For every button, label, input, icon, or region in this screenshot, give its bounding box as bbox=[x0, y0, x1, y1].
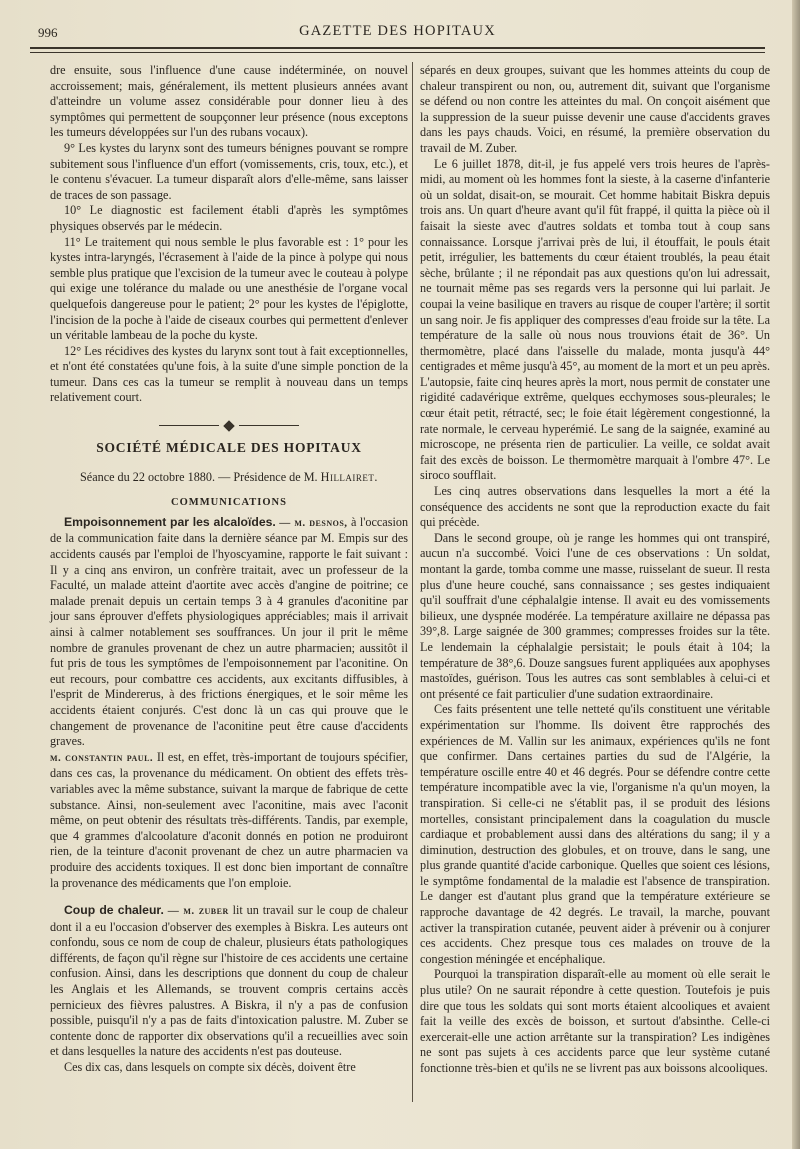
paragraph: dre ensuite, sous l'influence d'une cause indéterminée, on nouvel accroissement; mais, généralement, ils mettent plusieurs années avant d'atteindre un volume assez considérable pour donner lieu à des symptômes qui permettent de soupçonner leur présence (nous exceptons les tumeurs développées sur l'un des rubans vocaux). bbox=[50, 63, 408, 140]
paragraph: Ces dix cas, dans lesquels on compte six décès, doivent être bbox=[64, 1060, 356, 1075]
speaker-name: m. constantin paul. bbox=[50, 751, 154, 764]
paragraph: 10° Le diagnostic est facilement établi d'après les symptômes physiques observés par le médecin. bbox=[50, 203, 408, 233]
paragraph bbox=[50, 903, 408, 1060]
page-edge bbox=[792, 0, 800, 1149]
page-header bbox=[30, 22, 765, 46]
paragraph bbox=[50, 750, 408, 891]
speaker-name: — m. zuber bbox=[167, 905, 229, 918]
header-rule-thick bbox=[30, 47, 765, 49]
section-divider bbox=[159, 422, 299, 430]
running-title: GAZETTE DES HOPITAUX bbox=[299, 23, 496, 39]
page-number: 996 bbox=[38, 25, 58, 40]
paragraph bbox=[50, 515, 408, 750]
run-in-heading: Coup de chaleur. bbox=[64, 903, 164, 918]
paragraph-text: à l'occasion de la communication faite dans la dernière séance par M. Empis sur des accidents causés par l'emploi de l'hyoscyamine, rapporte le fait suivant : Il y a cinq ans environ, un confrère traitait, avec un professeur de la Faculté, un malade atteint d'aortite avec accès d'angine de poitrine; ce malade prenait depuis un certain temps 3 à 4 granules d'aconitine par jour sans éprouver d'effets physiologiques appréciables; mais il arrivait ainsi à calmer notablement ses souffrances. Un jour il prit le même nombre de granules provenant de chez un autre pharmacien; aussitôt il fut pris de tous les symptômes de l'empoisonnement par l'aconitine. On eut recours, pour combattre ces accidents, aux excitants diffusibles, à l'esprit de Mindererus, à des frictions énergiques, et le soir même les accidents étaient conjurés. C'est donc là un cas qui prouve que le changement de provenance de l'aconitine peut être cause d'accidents graves. bbox=[50, 514, 409, 749]
president-name: Hillairet. bbox=[320, 469, 378, 484]
paragraph: 9° Les kystes du larynx sont des tumeurs bénignes pouvant se rompre subitement sous l'influence d'un effort (vomissements, cris, toux, etc.), et le contenu s'évacuer. La tumeur disparaît alors d'elle-même, sans laisser de traces de son passage. bbox=[50, 140, 408, 202]
section-title: SOCIÉTÉ MÉDICALE DES HOPITAUX bbox=[96, 440, 362, 456]
paragraph: Les cinq autres observations dans lesquelles la mort a été la conséquence des accidents ne sont que la reproduction exacte du fait qui précède. bbox=[420, 484, 770, 530]
paragraph-text: Il est, en effet, très-important de toujours spécifier, dans ces cas, la provenance du médicament. On obtient des effets très-variables avec la même substance, suivant la marque de fabrique de cette substance. Ainsi, non-seulement avec l'aconitine, mais avec l'aconit même, on peut obtenir des résultats très-différents. Tandis, par exemple, que 4 grammes d'alcoolature d'aconit donnés en potion ne produiront rien, de la teinture d'aconit provenant de chez un autre pharmacien va produire des accidents toxiques. Il est donc bien important de connaître la provenance des médicaments que l'on emploie. bbox=[50, 749, 408, 890]
left-column bbox=[50, 63, 408, 1076]
speaker-name: — m. desnos, bbox=[279, 516, 348, 529]
paragraph: 12° Les récidives des kystes du larynx sont tout à fait exceptionnelles, et n'ont été constatées qu'une fois, à la suite d'une simple ponction de la tumeur. Dans ces cas la tumeur se remplit à nouveau dans un temps relativement court. bbox=[50, 343, 408, 405]
paragraph: Ces faits présentent une telle netteté qu'ils constituent une véritable expérimentation sur l'homme. Ils doivent être rapprochés des expériences de M. Vallin sur les animaux, expériences qu'ils ne font que confirmer. Dans certaines parties du sud de l'Algérie, la température oscille entre 40 et 46 degrés. Pour se défendre contre cette température incompatible avec la vie, l'organisme n'a qu'un moyen, la transpiration. Si celle-ci ne s'établit pas, il se produit des lésions mortelles, consistant principalement dans la coagulation du muscle cardiaque et probablement aussi dans des altérations du sang; il y a diminution, destruction des globules, et on trouve, dans le sang, une plus grande quantité d'acide carbonique. Quelles que soient ces lésions, le symptôme fondamental de la maladie est l'absence de transpiration. Le danger est d'autant plus grand que la température extérieure se rapproche davantage de 42 degrés. Le travail, la marche, pouvant activer la transpiration cutanée, peuvent aider à prévenir ou à conjurer ces accidents. Chez presque tous ces malades on trouve de la congestion méningée et encéphalique. bbox=[420, 702, 770, 966]
header-rule-thin bbox=[30, 52, 765, 53]
seance-line bbox=[50, 470, 408, 486]
paragraph-text: lit un travail sur le coup de chaleur dont il a eu l'occasion d'observer des exemples à Biskra. Les auteurs ont confondu, sous ce nom de coup de chaleur, plusieurs états pathologiques différents, de façon qu'il règne sur l'histoire de ces accidents une certaine confusion. Ainsi, dans les descriptions que donnent du coup de chaleur les Anglais et les Allemands, se trouvent compris certains accès pernicieux des fièvres palustres. A Biskra, il n'y a pas de confusion possible, puisqu'il n'y a pas de faits d'intoxication palustre. M. Zuber se contente donc de rapporter dix observations qu'il a recueillies avec soin et dans lesquelles la nature des accidents n'est pas douteuse. bbox=[50, 903, 408, 1059]
paragraph: Le 6 juillet 1878, dit-il, je fus appelé vers trois heures de l'après-midi, au moment où les hommes font la sieste, à la caserne d'infanterie où un soldat, disait-on, se mourait. Cet homme habitait Biskra depuis trois ans. Un quart d'heure avant qu'il fût frappé, il quitta la pièce où il faisait la sieste avec d'autres soldats et tomba tout à coup sans connaissance. Lorsque j'arrivai près de lui, il étouffait, le pouls était petit, irrégulier, les battements du cœur étaient troublés, la peau était sèche, brûlante ; il ne répondait pas aux questions qu'on lui adressait, ne tournait même pas ses regards vers la personne qui lui parlait. Je coupai la veine basilique en travers au risque de couper l'artère; il sortit un sang noir. Je fis appliquer des compresses d'eau froide sur la tête. La température de la salle où nous nous trouvions était de 36°. Un thermomètre, placé dans l'aisselle du malade, monta jusqu'à 44° centigrades et même jusqu'à 45°, au moment de la mort et un peu après. L'autopsie, faite cinq heures après la mort, nous permit de constater une rigidité cadavérique extrême, quelques ecchymoses sous-pleurales; le cœur était petit, rétracté, sec; le foie était légèrement congestionné, la rate normale, le cerveau hyperémié. Le sang de la saignée, examiné au microscope, ne présenta rien de particulier. La veille, ce soldat avait fait des excès de boisson. Le thermomètre marquait à l'ombre 47°. Le siroco soufflait. bbox=[420, 156, 770, 483]
paragraph: Pourquoi la transpiration disparaît-elle au moment où elle serait le plus utile? On ne saurait répondre à cette question. Toutefois je puis dire que tous les soldats qui sont morts étaient alcooliques et avaient fait la veille des excès de boisson, et surtout d'absinthe. Celle-ci exercerait-elle une action arrêtante sur la transpiration? Les indigènes ne sont pas sujets à ces accidents parce que leur système cutané fonctionne très-bien et qu'ils ne se livrent pas aux boissons alcooliques. bbox=[420, 967, 770, 1075]
subheading: COMMUNICATIONS bbox=[171, 497, 287, 509]
run-in-heading: Empoisonnement par les alcaloïdes. bbox=[64, 514, 276, 529]
seance-text: Séance du 22 octobre 1880. — Présidence de M. bbox=[80, 469, 318, 484]
column-separator bbox=[412, 62, 413, 1102]
right-column bbox=[420, 63, 770, 1077]
paragraph: Dans le second groupe, où je range les hommes qui ont transpiré, aucun n'a succombé. Voici l'une de ces observations : Un soldat, montant la garde, tomba comme une masse, ruisselant de sueur. Il resta plus d'une heure couché, sans connaissance ; ses gestes indiquaient qu'il souffrait d'une céphalalgie intense. Il avait eu des vomissements bilieux, une dyspnée modérée. La température axillaire ne dépassa pas 39°,8. Large saignée de 300 grammes; compresses froides sur la tête. Le lendemain la céphalalgie persistait; le pouls était à 104; la température de 38°,6. Douze sangsues furent appliquées aux apophyses mastoïdes, guérison. Tous les autres cas sont semblables à celui-ci et ont présenté ce fait particulier d'une sudation extraordinaire. bbox=[420, 530, 770, 701]
paragraph: séparés en deux groupes, suivant que les hommes atteints du coup de chaleur transpirent ou non, ou, autrement dit, suivant que l'organisme se défend ou non contre les atteintes du mal. On conçoit aisément que la suppression de la sueur puisse devenir une cause d'accidents graves dans les pays chauds. Voici, en résumé, la première observation du travail de M. Zuber. bbox=[420, 63, 770, 155]
paragraph: 11° Le traitement qui nous semble le plus favorable est : 1° pour les kystes intra-laryngés, l'écrasement à l'aide de la pince à polype qui nous semble plus pratique que l'excision de la tumeur avec le couteau à polype qui exige une tolérance du malade ou une anesthésie de l'organe vocal quelquefois dangereuse pour le patient; 2° pour les kystes de l'épiglotte, l'incision de la poche à l'aide de ciseaux courbes qui permettent d'enlever un véritable lambeau de la poche du kyste. bbox=[50, 234, 408, 343]
